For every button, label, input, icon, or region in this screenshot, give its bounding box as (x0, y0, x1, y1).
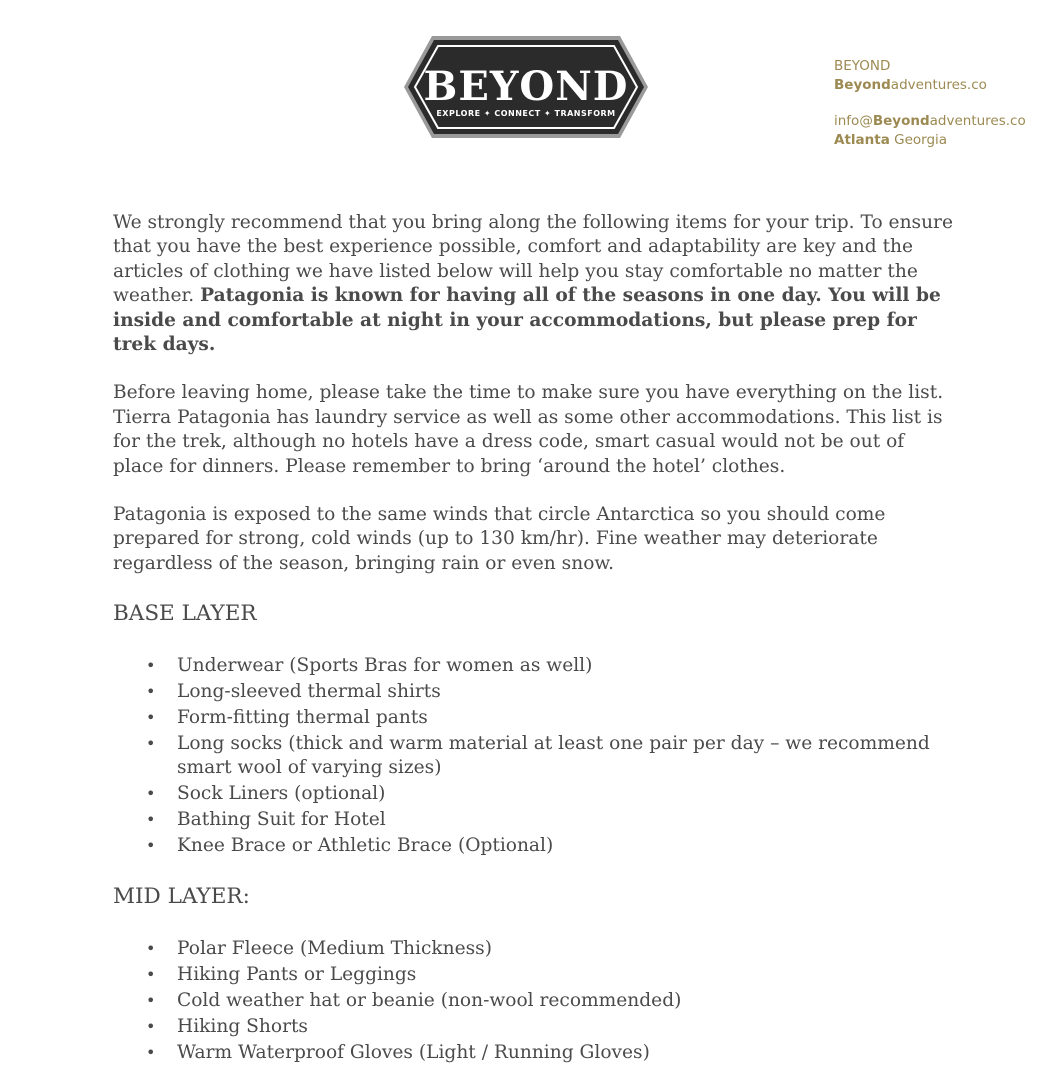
list-item: • Underwear (Sports Bras for women as well) (146, 655, 593, 677)
logo-tagline: EXPLORE ✦ CONNECT ✦ TRANSFORM (436, 109, 616, 118)
list-item: • Knee Brace or Athletic Brace (Optional) (146, 835, 554, 857)
list-item: • Bathing Suit for Hotel (146, 809, 386, 831)
list-item: • Warm Waterproof Gloves (Light / Running Gloves) (146, 1042, 650, 1064)
list-item: • Sock Liners (optional) (146, 783, 386, 805)
laundry-paragraph: Before leaving home, please take the time to make sure you have everything on the list. Tierra Patagonia has laundry service as well as some other accommodations. This list is for the trek, although no hotels have a dress code, smart casual would not be out of place for dinners. Please remember to bring ‘around the hotel’ clothes. (113, 382, 944, 477)
contact-block (834, 57, 1026, 150)
list-item: • Hiking Pants or Leggings (146, 964, 417, 986)
base-layer-list (113, 654, 953, 858)
list-item: • Hiking Shorts (146, 1016, 308, 1038)
wind-paragraph: Patagonia is exposed to the same winds that circle Antarctica so you should come prepared for strong, cold winds (up to 130 km/hr). Fine weather may deteriorate regardless of the season, bringing rain or even snow. (113, 504, 886, 574)
website-link[interactable]: Beyondadventures.co (834, 77, 987, 93)
document-body (113, 211, 953, 1090)
email-link[interactable]: info@Beyondadventures.co (834, 113, 1026, 129)
intro-paragraph: We strongly recommend that you bring along the following items for your trip. To ensure that you have the best experience possible, comfort and adaptability are key and the articles of clothing we have listed below will help you stay comfortable no matter the weather. Patagonia is known for having all of the seasons in one day. You will be inside and comfortable at night in your accommodations, but please prep for trek days. (113, 212, 953, 356)
list-item: • Cold weather hat or beanie (non-wool recommended) (146, 990, 682, 1012)
list-item: • Long socks (thick and warm material at least one pair per day – we recommend smart wool of varying sizes) (146, 733, 930, 779)
section-heading-mid-layer: MID LAYER: (113, 884, 250, 910)
mid-layer-list (113, 937, 953, 1065)
logo-wordmark: BEYOND (423, 63, 629, 110)
company-name: BEYOND (834, 58, 891, 74)
list-item: • Long-sleeved thermal shirts (146, 681, 441, 703)
beyond-logo (396, 22, 656, 152)
location: Atlanta Georgia (834, 132, 948, 148)
list-item: • Polar Fleece (Medium Thickness) (146, 938, 492, 960)
section-heading-base-layer: BASE LAYER (113, 601, 257, 627)
list-item: • Form-fitting thermal pants (146, 707, 428, 729)
